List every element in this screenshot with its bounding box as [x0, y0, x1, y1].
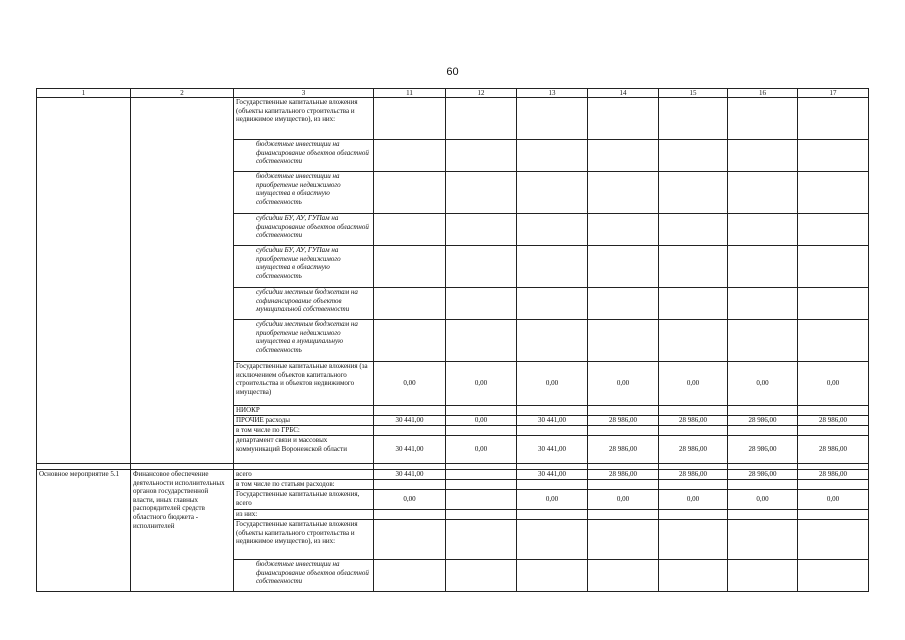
value-cell [517, 214, 588, 246]
row-label: Государственные капитальные вложения, всего [234, 490, 374, 510]
value-cell: 30 441,00 [517, 470, 588, 480]
value-cell: 0,00 [446, 362, 517, 406]
row-label: Государственные капитальные вложения (за исключением объектов капитального строительства и объектов недвижимого имущества) [234, 362, 374, 406]
value-cell [517, 320, 588, 362]
value-cell: 0,00 [517, 490, 588, 510]
value-cell [728, 520, 798, 560]
activity-cell [37, 98, 131, 464]
value-cell: 0,00 [446, 436, 517, 464]
row-label: субсидии местным бюджетам на приобретение недвижимого имущества в муниципальную собственность [234, 320, 374, 362]
column-header: 1 [37, 89, 131, 98]
value-cell [446, 520, 517, 560]
value-cell [798, 320, 869, 362]
value-cell: 28 986,00 [798, 436, 869, 464]
value-cell [588, 172, 659, 214]
value-cell [374, 172, 446, 214]
row-label: ПРОЧИЕ расходы [234, 416, 374, 426]
value-cell [517, 560, 588, 592]
value-cell [588, 426, 659, 436]
value-cell [517, 140, 588, 172]
value-cell [517, 172, 588, 214]
value-cell [446, 510, 517, 520]
value-cell [374, 288, 446, 320]
value-cell: 28 986,00 [588, 416, 659, 426]
value-cell: 0,00 [374, 362, 446, 406]
value-cell [728, 288, 798, 320]
value-cell [659, 520, 728, 560]
value-cell [517, 98, 588, 140]
value-cell [374, 214, 446, 246]
column-header: 14 [588, 89, 659, 98]
value-cell [446, 288, 517, 320]
value-cell [728, 98, 798, 140]
value-cell [588, 510, 659, 520]
value-cell: 0,00 [374, 490, 446, 510]
value-cell [798, 214, 869, 246]
value-cell [446, 480, 517, 490]
value-cell [659, 246, 728, 288]
value-cell [728, 320, 798, 362]
activity-cell: Основное мероприятие 5.1 [37, 470, 131, 592]
value-cell: 0,00 [659, 362, 728, 406]
value-cell [659, 140, 728, 172]
value-cell: 30 441,00 [374, 436, 446, 464]
value-cell [446, 320, 517, 362]
value-cell [588, 560, 659, 592]
value-cell: 28 986,00 [659, 436, 728, 464]
value-cell: 28 986,00 [588, 470, 659, 480]
row-label: субсидии местным бюджетам на софинансирование объектов муниципальной собственности [234, 288, 374, 320]
row-label: НИОКР [234, 406, 374, 416]
value-cell: 0,00 [517, 362, 588, 406]
value-cell [798, 426, 869, 436]
value-cell: 0,00 [446, 416, 517, 426]
value-cell [446, 172, 517, 214]
value-cell: 0,00 [798, 362, 869, 406]
value-cell [798, 98, 869, 140]
value-cell [728, 406, 798, 416]
value-cell [588, 140, 659, 172]
value-cell: 30 441,00 [517, 436, 588, 464]
row-label: Государственные капитальные вложения (объекты капитального строительства и недвижимое имущество), из них: [234, 520, 374, 560]
row-label: субсидии БУ, АУ, ГУПам на финансирование объектов областной собственности [234, 214, 374, 246]
value-cell: 28 986,00 [659, 470, 728, 480]
value-cell: 0,00 [728, 490, 798, 510]
value-cell [659, 288, 728, 320]
value-cell [659, 406, 728, 416]
value-cell [728, 560, 798, 592]
value-cell [517, 480, 588, 490]
value-cell [588, 406, 659, 416]
value-cell [517, 520, 588, 560]
column-header: 13 [517, 89, 588, 98]
value-cell [659, 320, 728, 362]
value-cell [659, 480, 728, 490]
value-cell: 28 986,00 [798, 470, 869, 480]
row-label: бюджетные инвестиции на финансирование объектов областной собственности [234, 140, 374, 172]
value-cell [374, 246, 446, 288]
value-cell [588, 320, 659, 362]
value-cell [446, 426, 517, 436]
value-cell [446, 560, 517, 592]
column-header-row [37, 89, 869, 98]
value-cell [446, 406, 517, 416]
value-cell: 0,00 [659, 490, 728, 510]
value-cell: 0,00 [728, 362, 798, 406]
value-cell [588, 520, 659, 560]
value-cell [659, 426, 728, 436]
value-cell [517, 406, 588, 416]
value-cell [517, 510, 588, 520]
value-cell: 28 986,00 [659, 416, 728, 426]
table-row [37, 470, 869, 480]
value-cell [374, 480, 446, 490]
value-cell [588, 214, 659, 246]
value-cell [798, 520, 869, 560]
value-cell [374, 520, 446, 560]
value-cell [517, 246, 588, 288]
value-cell [446, 140, 517, 172]
value-cell [374, 510, 446, 520]
value-cell: 0,00 [588, 362, 659, 406]
value-cell [446, 490, 517, 510]
value-cell [798, 560, 869, 592]
value-cell [374, 560, 446, 592]
value-cell: 28 986,00 [728, 470, 798, 480]
value-cell [728, 426, 798, 436]
column-header: 15 [659, 89, 728, 98]
row-label: бюджетные инвестиции на финансирование объектов областной собственности [234, 560, 374, 592]
page-number: 60 [446, 66, 459, 78]
row-label: департамент связи и массовых коммуникаций Воронежской области [234, 436, 374, 464]
value-cell [659, 214, 728, 246]
table-body [37, 89, 869, 592]
budget-table [36, 88, 869, 592]
value-cell [517, 288, 588, 320]
value-cell [798, 140, 869, 172]
value-cell [728, 510, 798, 520]
value-cell [588, 288, 659, 320]
row-label: в том числе по статьям расходов: [234, 480, 374, 490]
value-cell [798, 246, 869, 288]
value-cell [798, 172, 869, 214]
value-cell [446, 246, 517, 288]
value-cell: 28 986,00 [798, 416, 869, 426]
description-cell [131, 98, 234, 464]
value-cell: 0,00 [588, 490, 659, 510]
value-cell: 0,00 [798, 490, 869, 510]
value-cell [374, 426, 446, 436]
column-header: 2 [131, 89, 234, 98]
row-label: из них: [234, 510, 374, 520]
value-cell [659, 98, 728, 140]
value-cell [798, 510, 869, 520]
row-label: субсидии БУ, АУ, ГУПам на приобретение недвижимого имущества в областную собственность [234, 246, 374, 288]
value-cell [588, 98, 659, 140]
value-cell [588, 480, 659, 490]
value-cell [659, 172, 728, 214]
value-cell: 30 441,00 [374, 416, 446, 426]
value-cell [728, 246, 798, 288]
row-label: в том числе по ГРБС: [234, 426, 374, 436]
value-cell [728, 140, 798, 172]
description-cell: Финансовое обеспечение деятельности исполнительных органов государственной власти, иных главных распорядителей средств областного бюджета - исполнителей [131, 470, 234, 592]
column-header: 17 [798, 89, 869, 98]
row-label: бюджетные инвестиции на приобретение недвижимого имущества в областную собственность [234, 172, 374, 214]
value-cell [374, 406, 446, 416]
value-cell: 30 441,00 [517, 416, 588, 426]
value-cell: 28 986,00 [728, 436, 798, 464]
value-cell [374, 98, 446, 140]
value-cell [798, 406, 869, 416]
value-cell [659, 510, 728, 520]
value-cell [517, 426, 588, 436]
value-cell [588, 246, 659, 288]
value-cell [728, 480, 798, 490]
value-cell [446, 470, 517, 480]
value-cell [798, 288, 869, 320]
value-cell [728, 172, 798, 214]
value-cell [798, 480, 869, 490]
column-header: 16 [728, 89, 798, 98]
value-cell [374, 140, 446, 172]
value-cell [659, 560, 728, 592]
row-label: всего [234, 470, 374, 480]
value-cell [446, 214, 517, 246]
row-label: Государственные капитальные вложения (объекты капитального строительства и недвижимое имущество), из них: [234, 98, 374, 140]
value-cell [374, 320, 446, 362]
column-header: 3 [234, 89, 374, 98]
value-cell: 30 441,00 [374, 470, 446, 480]
value-cell [728, 214, 798, 246]
value-cell: 28 986,00 [728, 416, 798, 426]
value-cell [446, 98, 517, 140]
column-header: 11 [374, 89, 446, 98]
value-cell: 28 986,00 [588, 436, 659, 464]
column-header: 12 [446, 89, 517, 98]
table-row [37, 98, 869, 140]
